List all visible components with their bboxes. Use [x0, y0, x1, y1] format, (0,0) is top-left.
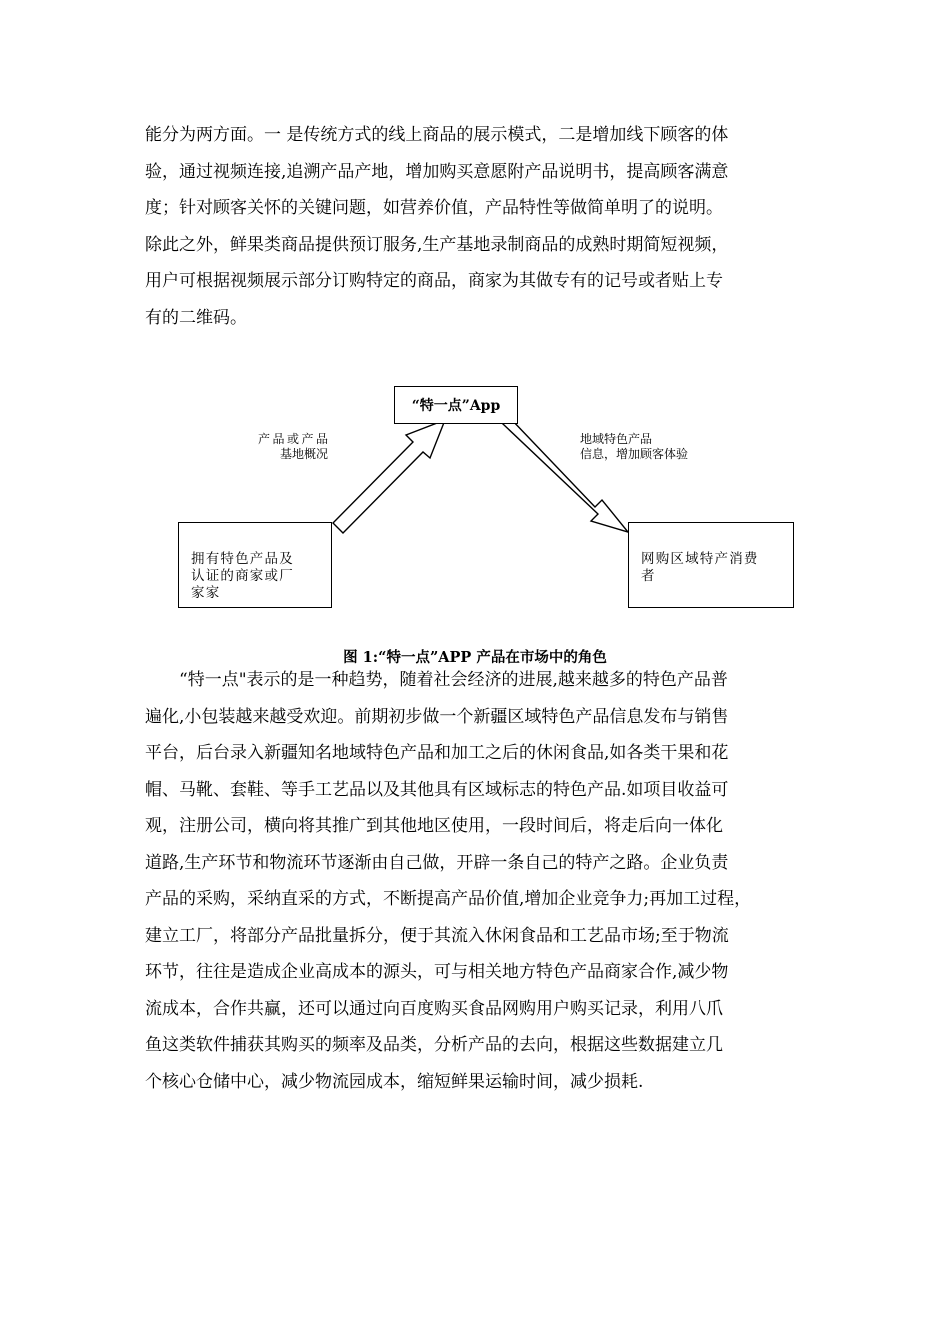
text-line: 流成本，合作共赢，还可以通过向百度购买食品网购用户购买记录，利用八爪 [145, 998, 723, 1019]
merchant-box [178, 522, 332, 608]
text-line: 除此之外，鲜果类商品提供预订服务,生产基地录制商品的成熟时期简短视频， [145, 234, 729, 255]
text-line: 环节，往往是造成企业高成本的源头，可与相关地方特色产品商家合作,减少物 [145, 962, 729, 982]
app-box-label: “特一点”App [411, 398, 501, 414]
text-line: 道路,生产环节和物流环节逐渐由自己做，开辟一条自己的特产之路。企业负责 [145, 852, 729, 873]
text-line: 平台，后台录入新疆知名地域特色产品和加工之后的休闲食品,如各类干果和花 [145, 743, 729, 763]
text-line: 遍化,小包装越来越受欢迎。前期初步做一个新疆区域特色产品信息发布与销售 [145, 706, 729, 727]
left-arrow-label: 产品或产品 [258, 432, 331, 446]
text-line: 度；针对顾客关怀的关键问题，如营养价值，产品特性等做简单明了的说明。 [145, 198, 723, 218]
right-arrow-label: 地域特色产品 [580, 432, 653, 446]
figure-caption: 图 1:“特一点”APP 产品在市场中的角色 [343, 649, 607, 666]
role-diagram [170, 380, 810, 620]
text-line: 个核心仓储中心，减少物流园成本，缩短鲜果运输时间，减少损耗. [145, 1071, 644, 1092]
arrow-up-right [333, 420, 445, 533]
merchant-box-line: 拥有特色产品及 [191, 551, 294, 567]
text-line: 有的二维码。 [145, 307, 247, 328]
text-line: 产品的采购，采纳直采的方式，不断提高产品价值,增加企业竞争力;再加工过程， [145, 889, 752, 909]
merchant-box-line: 认证的商家或厂 [191, 568, 294, 584]
text-line: 建立工厂，将部分产品批量拆分，便于其流入休闲食品和工艺品市场;至于物流 [145, 925, 729, 946]
text-line: 帽、马靴、套鞋、等手工艺品以及其他具有区域标志的特色产品.如项目收益可 [145, 779, 729, 800]
text-line: 用户可根据视频展示部分订购特定的商品，商家为其做专有的记号或者贴上专 [145, 271, 723, 291]
text-line: 能分为两方面。一 是传统方式的线上商品的展示模式，二是增加线下顾客的体 [145, 125, 729, 145]
consumer-box-line: 者 [641, 568, 656, 584]
text-line: 鱼这类软件捕获其购买的频率及品类，分析产品的去向，根据这些数据建立几 [145, 1035, 723, 1055]
text-line: 验，通过视频连接,追溯产品产地，增加购买意愿附产品说明书，提高顾客满意 [145, 161, 729, 182]
app-box [394, 386, 518, 424]
right-arrow-label: 信息，增加顾客体验 [580, 447, 689, 461]
consumer-box [628, 522, 794, 608]
merchant-box-line: 家家 [191, 585, 221, 601]
consumer-box-line: 网购区域特产消费 [641, 551, 759, 567]
text-line: 观，注册公司，横向将其推广到其他地区使用，一段时间后，将走后向一体化 [145, 816, 723, 836]
paragraph-intro [145, 117, 815, 336]
paragraph-main [145, 662, 815, 1100]
left-arrow-label: 基地概况 [280, 447, 329, 461]
text-line: “特一点"表示的是一种趋势，随着社会经济的进展,越来越多的特色产品普 [145, 670, 728, 690]
